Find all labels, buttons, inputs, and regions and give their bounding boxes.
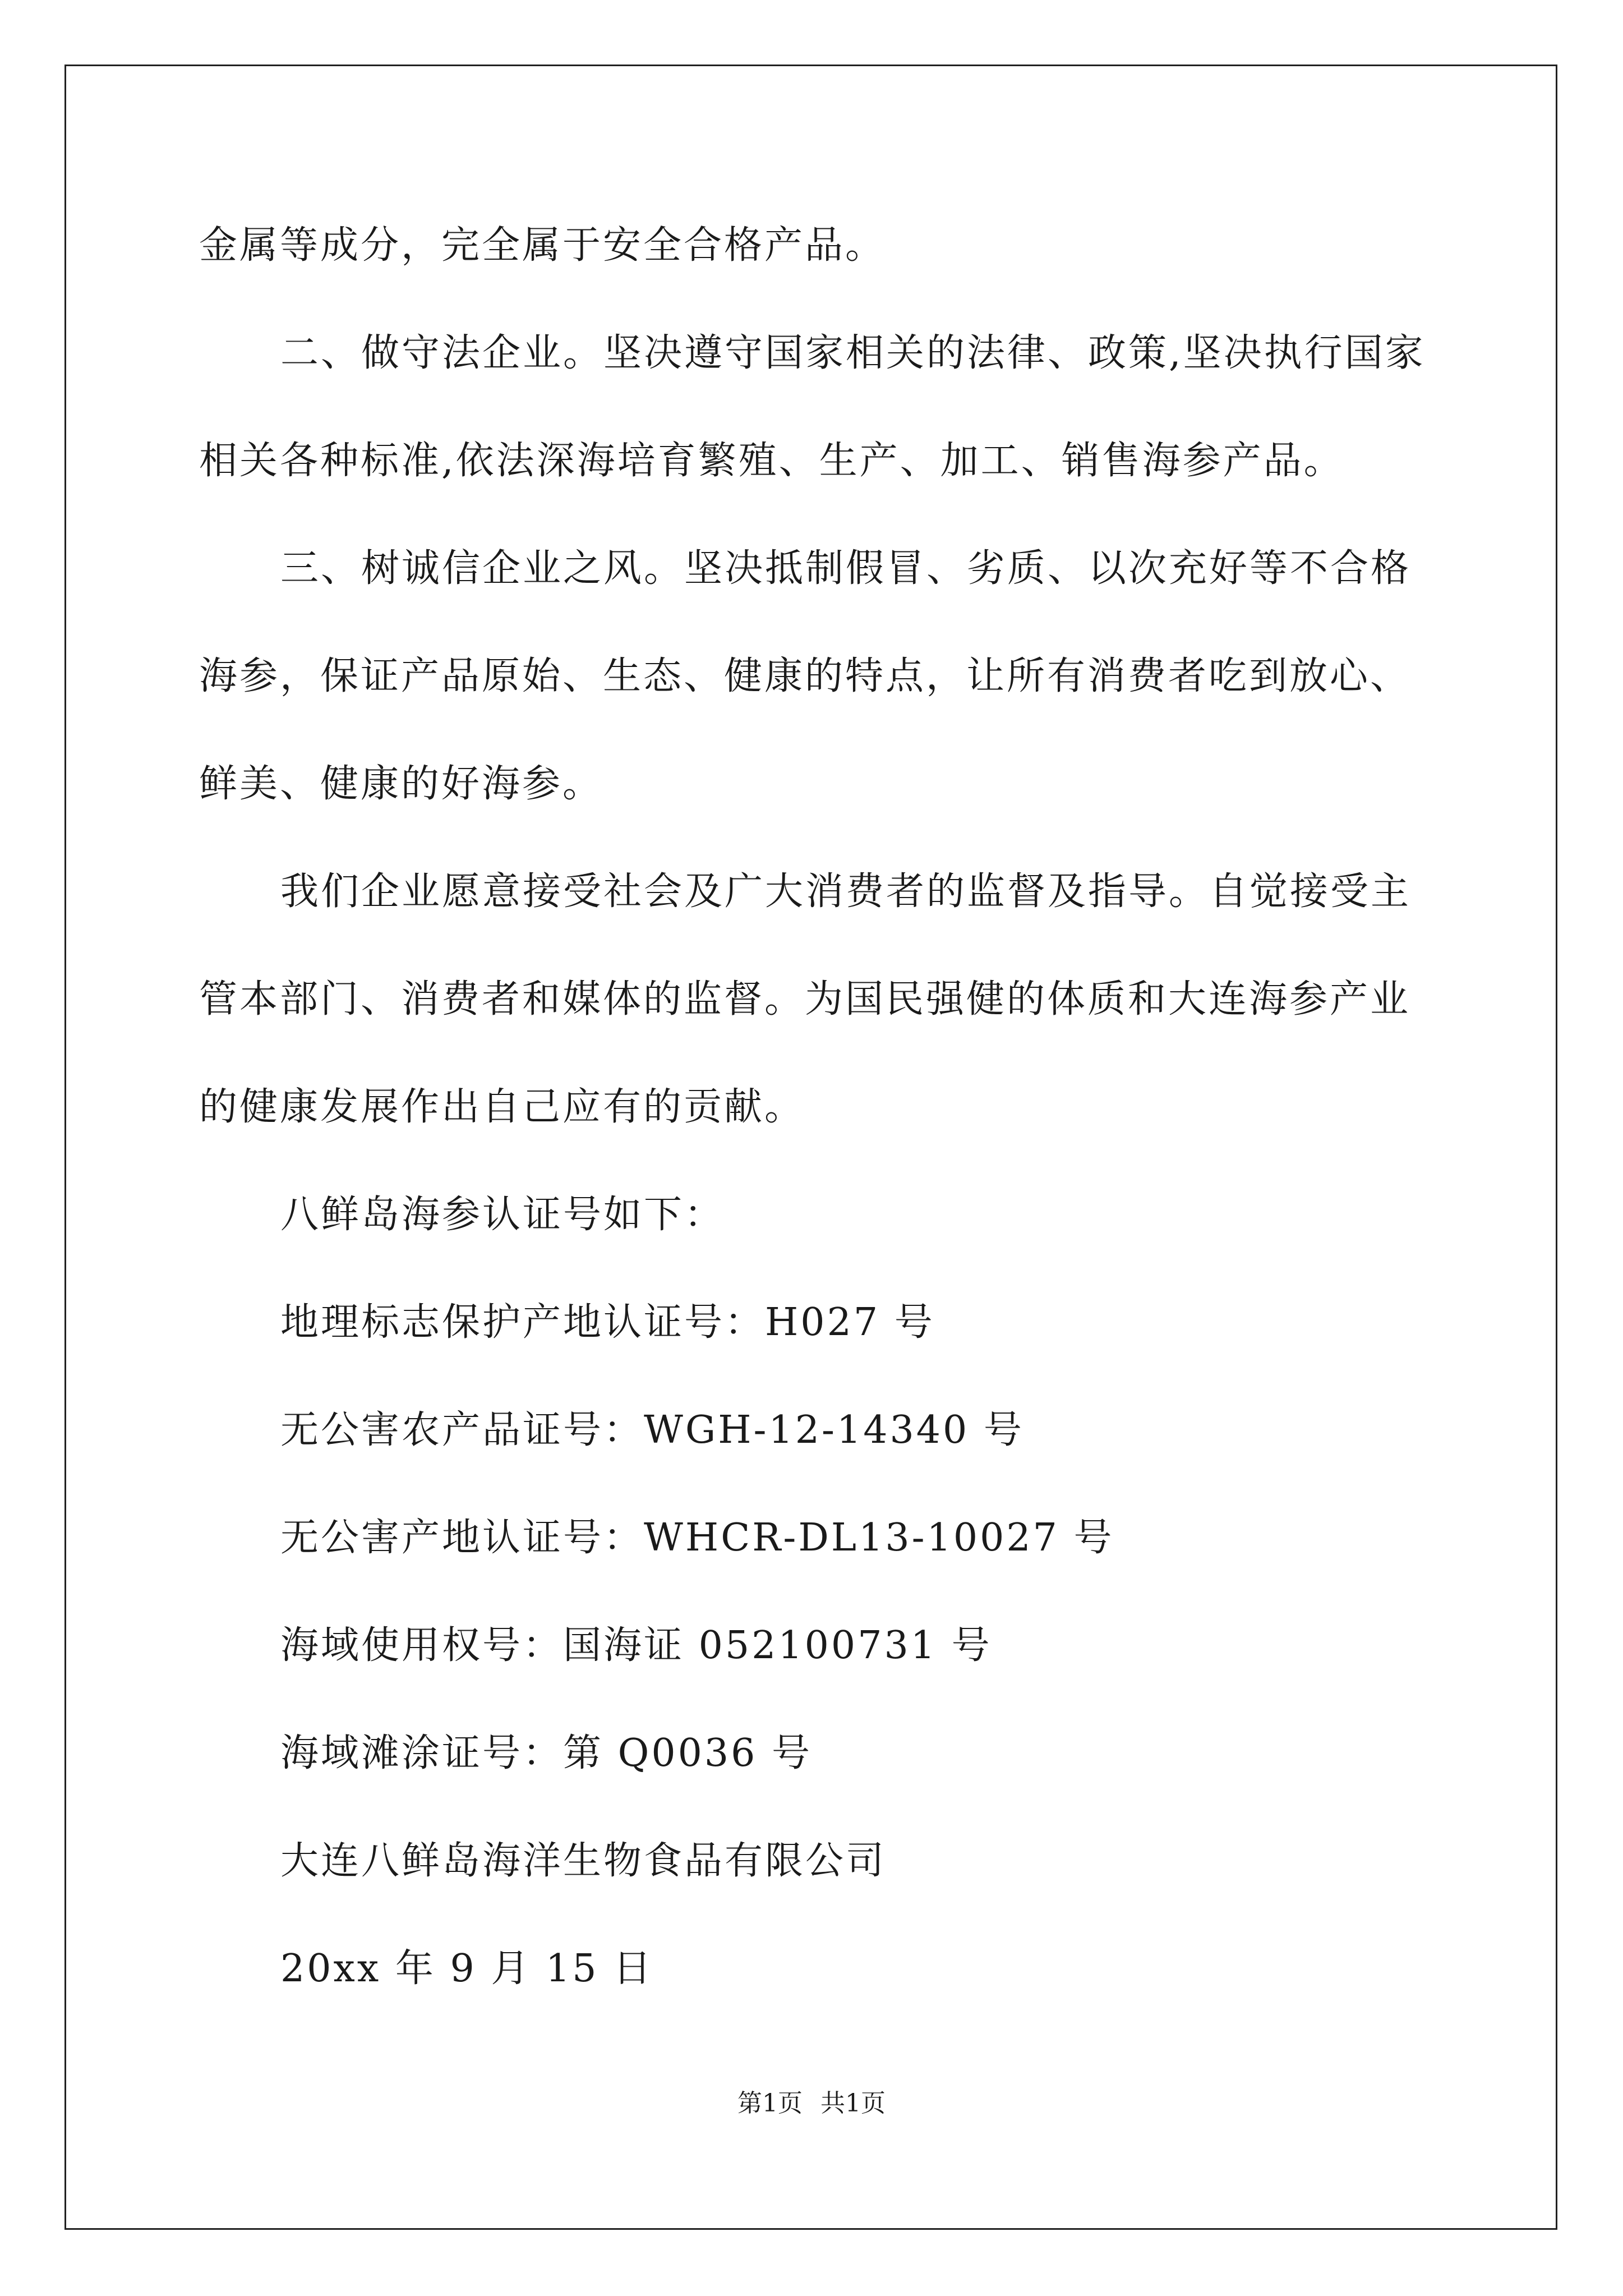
certificate-line: 海域使用权号：国海证 052100731 号 <box>280 1623 992 1668</box>
paragraph-line: 海参，保证产品原始、生态、健康的特点，让所有消费者吃到放心、 <box>199 654 1411 698</box>
paragraph-line: 的健康发展作出自己应有的贡献。 <box>199 1085 805 1129</box>
page-footer <box>0 2087 1623 2120</box>
certificate-line: 无公害农产品证号：WGH-12-14340 号 <box>280 1408 1024 1452</box>
page-border <box>64 65 1557 2230</box>
paragraph-line: 管本部门、消费者和媒体的监督。为国民强健的体质和大连海参产业 <box>199 977 1411 1022</box>
certificate-heading: 八鲜岛海参认证号如下： <box>280 1193 725 1237</box>
company-name: 大连八鲜岛海洋生物食品有限公司 <box>280 1839 887 1883</box>
paragraph-line: 金属等成分，完全属于安全合格产品。 <box>199 223 886 268</box>
certificate-line: 海域滩涂证号：第 Q0036 号 <box>280 1731 813 1775</box>
certificate-line: 无公害产地认证号：WHCR-DL13-10027 号 <box>280 1516 1114 1560</box>
page-number: 第1页 <box>737 2089 803 2118</box>
paragraph-line: 我们企业愿意接受社会及广大消费者的监督及指导。自觉接受主 <box>280 869 1412 914</box>
paragraph-line: 鲜美、健康的好海参。 <box>199 762 603 806</box>
document-date: 20xx 年 9 月 15 日 <box>280 1947 654 1991</box>
paragraph-line: 三、树诚信企业之风。坚决抵制假冒、劣质、以次充好等不合格 <box>280 546 1412 591</box>
certificate-line: 地理标志保护产地认证号：H027 号 <box>280 1300 935 1345</box>
paragraph-line: 二、做守法企业。坚决遵守国家相关的法律、政策,坚决执行国家 <box>280 331 1426 375</box>
paragraph-line: 相关各种标准,依法深海培育繁殖、生产、加工、销售海参产品。 <box>199 439 1344 483</box>
page-total: 共1页 <box>820 2089 886 2118</box>
